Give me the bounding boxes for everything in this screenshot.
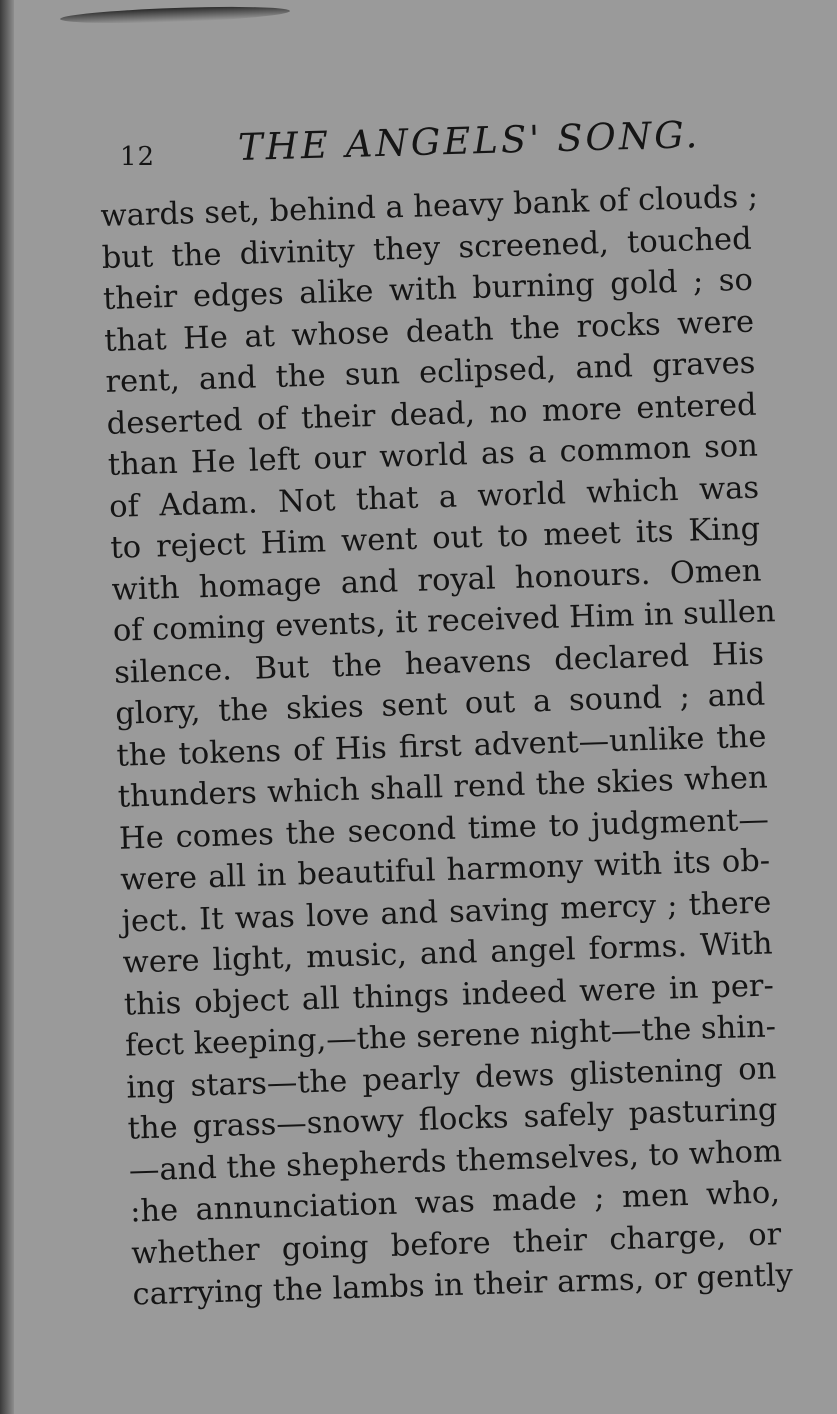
text-line: —and the shepherds themselves, to whom (128, 1133, 783, 1189)
text-line: ing stars—the pearly dews glistening on (125, 1050, 777, 1106)
text-line: with homage and royal honours. Omen (111, 553, 762, 608)
text-line: were light, music, and angel forms. With (122, 926, 774, 981)
text-line: that He at whose death the rocks were (103, 304, 755, 359)
text-line: ject. It was love and saving mercy ; there (121, 884, 772, 940)
text-line: the tokens of His first advent—unlike the (116, 718, 767, 774)
text-line: this object all things indeed were in per- (123, 967, 775, 1023)
text-line: deserted of their dead, no more entered (106, 387, 757, 442)
text-line: their edges alike with burning gold ; so (102, 262, 754, 317)
body-text (100, 177, 794, 1316)
running-title: THE ANGELS' SONG. (237, 113, 701, 169)
text-line: than He left our world as a common son (107, 428, 759, 483)
text-line: He comes the second time to judgment— (118, 801, 770, 857)
text-line: whether going before their charge, or (130, 1216, 782, 1272)
page-header (120, 113, 760, 176)
text-line: the grass—snowy flocks safely pasturing (127, 1092, 778, 1147)
text-line: of Adam. Not that a world which was (108, 470, 760, 525)
text-line: glory, the skies sent out a sound ; and (114, 677, 766, 732)
text-line: but the divinity they screened, touched (101, 221, 753, 276)
text-line: to reject Him went out to meet its King (109, 511, 761, 566)
text-line: of coming events, it received Him in sullen (112, 594, 777, 649)
text-line: wards set, behind a heavy bank of clouds ; (100, 179, 759, 234)
text-line: fect keeping,—the serene night—the shin- (124, 1009, 777, 1064)
text-line: thunders which shall rend the skies when (117, 760, 769, 815)
text-line: :he annunciation was made ; men who, (129, 1175, 781, 1230)
text-line: silence. But the heavens declared His (113, 636, 765, 691)
text-line: carrying the lambs in their arms, or gently (132, 1257, 794, 1313)
text-line: were all in beautiful harmony with its ob- (119, 843, 771, 898)
page-number: 12 (120, 142, 156, 172)
text-line: rent, and the sun eclipsed, and graves (105, 345, 756, 400)
